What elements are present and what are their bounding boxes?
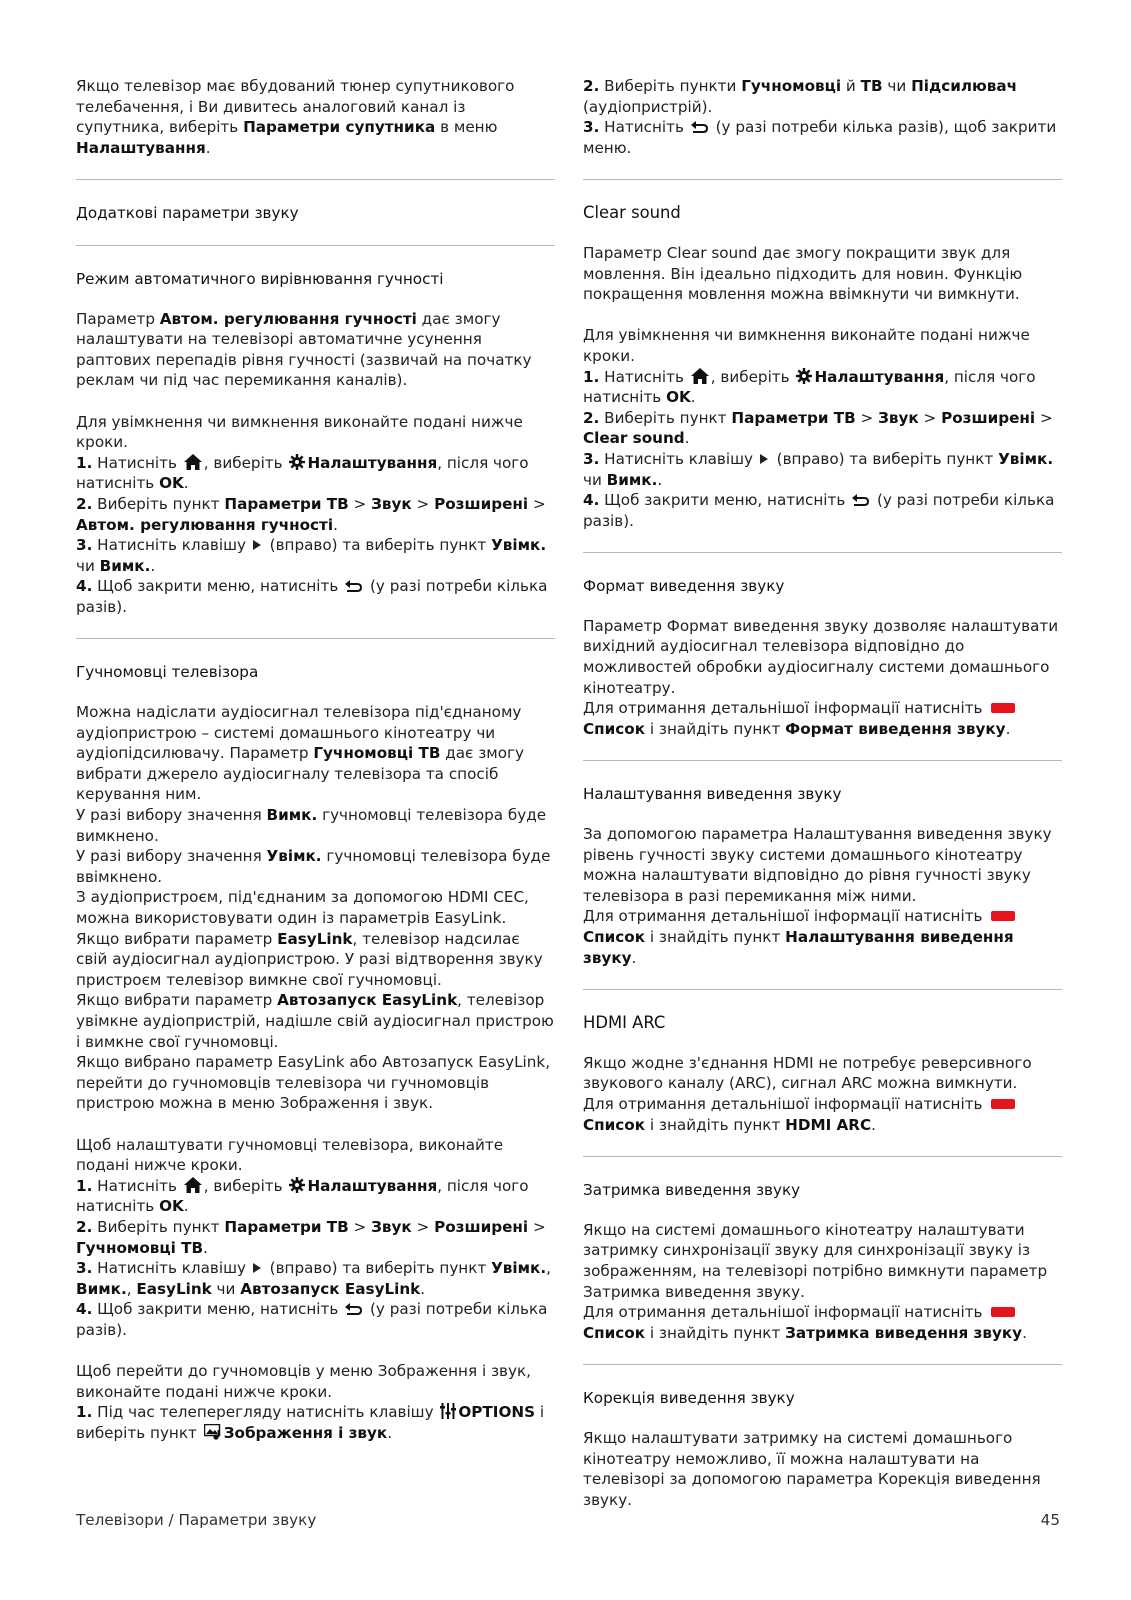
- audio-leveling-title: Налаштування виведення звуку: [583, 785, 842, 804]
- audio-delay-title: Затримка виведення звуку: [583, 1181, 801, 1200]
- hdmi-arc-description: Якщо жодне з'єднання HDMI не потребує реверсивного звукового каналу (ARC), сигнал ARC можна вимкнути.: [583, 1053, 1032, 1093]
- avl-step-4: 4. Щоб закрити меню, натисніть (у разі потреби кілька разів).: [76, 577, 548, 616]
- intro-paragraph: Якщо телевізор має вбудований тюнер супутникового телебачення, і Ви дивитесь аналоговий канал із супутника, виберіть Параметри супутника в меню Налаштування.: [76, 77, 515, 157]
- speakers-on-note: У разі вибору значення Увімк. гучномовці телевізора буде ввімкнено.: [76, 847, 551, 886]
- speakers-step-1: 1. Натисніть , виберіть Налаштування, після чого натисніть OK.: [76, 1176, 529, 1216]
- avl-title: Режим автоматичного вирівнювання гучності: [76, 269, 444, 288]
- back-icon: [852, 493, 870, 507]
- gear-icon: [289, 454, 305, 470]
- right-column: [583, 76, 1062, 1510]
- footer-breadcrumb: Телевізори / Параметри звуку: [76, 1511, 317, 1529]
- speakers-steps-intro: Щоб налаштувати гучномовці телевізора, виконайте подані нижче кроки.: [76, 1135, 504, 1175]
- divider: [76, 179, 555, 180]
- audio-offset-title: Корекція виведення звуку: [583, 1389, 795, 1408]
- right-arrow-icon: [253, 540, 261, 550]
- audio-format-title: Формат виведення звуку: [583, 577, 785, 596]
- red-key-icon: [991, 703, 1015, 713]
- page-number: 45: [1040, 1511, 1060, 1529]
- divider: [583, 1364, 1062, 1365]
- audio-format-more-info: Для отримання детальнішої інформації натисніть Список і знайдіть пункт Формат виведення звуку.: [583, 698, 1062, 739]
- avl-step-3: 3. Натисніть клавішу (вправо) та виберіть пункт Увімк. чи Вимк..: [76, 536, 547, 575]
- avl-description: Параметр Автом. регулювання гучності дає змогу налаштувати на телевізорі автоматичне усунення раптових перепадів рівня гучності (зазвичай на початку реклам чи під час перемикання каналів).: [76, 309, 532, 390]
- speakers-easylink-note: Якщо вибрати параметр EasyLink, телевізор надсилає свій аудіосигнал аудіопристрою. У разі відтворення звуку пристроєм телевізор вимкне свої гучномовці.: [76, 929, 543, 989]
- red-key-icon: [991, 1307, 1015, 1317]
- back-icon: [345, 1302, 363, 1316]
- speakers-step-2: 2. Виберіть пункт Параметри ТВ > Звук > Розширені > Гучномовці ТВ.: [76, 1217, 546, 1257]
- divider: [583, 989, 1062, 990]
- audio-leveling-description: За допомогою параметра Налаштування виведення звуку рівень гучності звуку системи домашнього кінотеатру можна налаштувати відповідно до рівня гучності звуку телевізора в разі перемикання між ними.: [583, 825, 1052, 905]
- speakers-off-note: У разі вибору значення Вимк. гучномовці телевізора буде вимкнено.: [76, 806, 547, 845]
- speakers-menu-step-1: 1. Під час телеперегляду натисніть клавішу OPTIONS і виберіть пункт Зображення і звук.: [76, 1403, 545, 1442]
- speakers-autostart-note: Якщо вибрати параметр Автозапуск EasyLink, телевізор увімкне аудіопристрій, надішле свій аудіосигнал пристрою і вимкне свої гучномовці.: [76, 991, 554, 1051]
- red-key-icon: [991, 911, 1015, 921]
- audio-delay-more-info: Для отримання детальнішої інформації натисніть Список і знайдіть пункт Затримка виведення звуку.: [583, 1303, 1027, 1342]
- gear-icon: [796, 368, 812, 384]
- speakers-switch-note: Якщо вибрано параметр EasyLink або Автозапуск EasyLink, перейти до гучномовців телевізора чи гучномовців пристрою можна в меню Зображення і звук.: [76, 1053, 551, 1113]
- left-column: [76, 76, 555, 1443]
- clear-sound-title: Clear sound: [583, 203, 681, 223]
- speakers-menu-step-3: 3. Натисніть (у разі потреби кілька разів), щоб закрити меню.: [583, 118, 1057, 157]
- gear-icon: [289, 1177, 305, 1193]
- avl-step-1: 1. Натисніть , виберіть Налаштування, після чого натисніть OK.: [76, 453, 529, 493]
- page-footer: [76, 1511, 1060, 1529]
- audio-offset-description: Якщо налаштувати затримку на системі домашнього кінотеатру неможливо, її можна налаштувати на телевізорі за допомогою параметра Корекція виведення звуку.: [583, 1428, 1041, 1509]
- speakers-description: Можна надіслати аудіосигнал телевізора під'єднаному аудіопристрою – системі домашнього кінотеатру чи аудіопідсилювачу. Параметр Гучномовці ТВ дає змогу вибрати джерело аудіосигналу телевізора та спосіб керування ним.: [76, 703, 525, 804]
- speakers-title: Гучномовці телевізора: [76, 663, 259, 682]
- audio-delay-description: Якщо на системі домашнього кінотеатру налаштувати затримку синхронізації звуку для синхронізації звуку із зображенням, на телевізорі потрібно вимкнути параметр Затримка виведення звуку.: [583, 1220, 1048, 1301]
- audio-format-description: Параметр Формат виведення звуку дозволяє налаштувати вихідний аудіосигнал телевізора відповідно до можливостей обробки аудіосигналу системи домашнього кінотеатру.: [583, 616, 1059, 697]
- clear-sound-steps-intro: Для увімкнення чи вимкнення виконайте подані нижче кроки.: [583, 326, 1030, 365]
- hdmi-arc-title: HDMI ARC: [583, 1013, 666, 1033]
- options-icon: [440, 1403, 456, 1419]
- home-icon: [691, 368, 709, 384]
- right-arrow-icon: [253, 1263, 261, 1273]
- audio-leveling-more-info: Для отримання детальнішої інформації натисніть Список і знайдіть пункт Налаштування виведення звуку.: [583, 907, 1014, 967]
- clear-sound-description: Параметр Clear sound дає змогу покращити звук для мовлення. Він ідеально підходить для новин. Функцію покращення мовлення можна ввімкнути чи вимкнути.: [583, 243, 1023, 304]
- right-arrow-icon: [760, 454, 768, 464]
- section-title: Додаткові параметри звуку: [76, 204, 299, 223]
- speakers-step-3: 3. Натисніть клавішу (вправо) та виберіть пункт Увімк., Вимк., EasyLink чи Автозапуск EasyLink.: [76, 1259, 551, 1298]
- speakers-menu-step-2: 2. Виберіть пункти Гучномовці й ТВ чи Підсилювач (аудіопристрій).: [583, 77, 1018, 116]
- home-icon: [184, 1177, 202, 1193]
- back-icon: [345, 579, 363, 593]
- picture-sound-icon: [204, 1424, 222, 1440]
- red-key-icon: [991, 1099, 1015, 1109]
- divider: [583, 760, 1062, 761]
- speakers-menu-intro: Щоб перейти до гучномовців у меню Зображення і звук, виконайте подані нижче кроки.: [76, 1362, 532, 1401]
- divider: [76, 245, 555, 246]
- home-icon: [184, 454, 202, 470]
- clear-sound-step-1: 1. Натисніть , виберіть Налаштування, після чого натисніть OK.: [583, 367, 1036, 407]
- back-icon: [691, 120, 709, 134]
- avl-steps-intro: Для увімкнення чи вимкнення виконайте подані нижче кроки.: [76, 412, 523, 452]
- divider: [76, 638, 555, 639]
- speakers-hdmi-note: З аудіопристроєм, під'єднаним за допомогою HDMI CEC, можна використовувати один із параметрів EasyLink.: [76, 888, 529, 927]
- speakers-step-4: 4. Щоб закрити меню, натисніть (у разі потреби кілька разів).: [76, 1300, 548, 1339]
- clear-sound-step-2: 2. Виберіть пункт Параметри ТВ > Звук > Розширені > Clear sound.: [583, 408, 1053, 448]
- divider: [583, 1156, 1062, 1157]
- avl-step-2: 2. Виберіть пункт Параметри ТВ > Звук > Розширені > Автом. регулювання гучності.: [76, 494, 546, 534]
- hdmi-arc-more-info: Для отримання детальнішої інформації натисніть Список і знайдіть пункт HDMI ARC.: [583, 1094, 1062, 1135]
- divider: [583, 179, 1062, 180]
- clear-sound-step-3: 3. Натисніть клавішу (вправо) та виберіть пункт Увімк. чи Вимк..: [583, 449, 1054, 489]
- clear-sound-step-4: 4. Щоб закрити меню, натисніть (у разі потреби кілька разів).: [583, 491, 1055, 530]
- divider: [583, 552, 1062, 553]
